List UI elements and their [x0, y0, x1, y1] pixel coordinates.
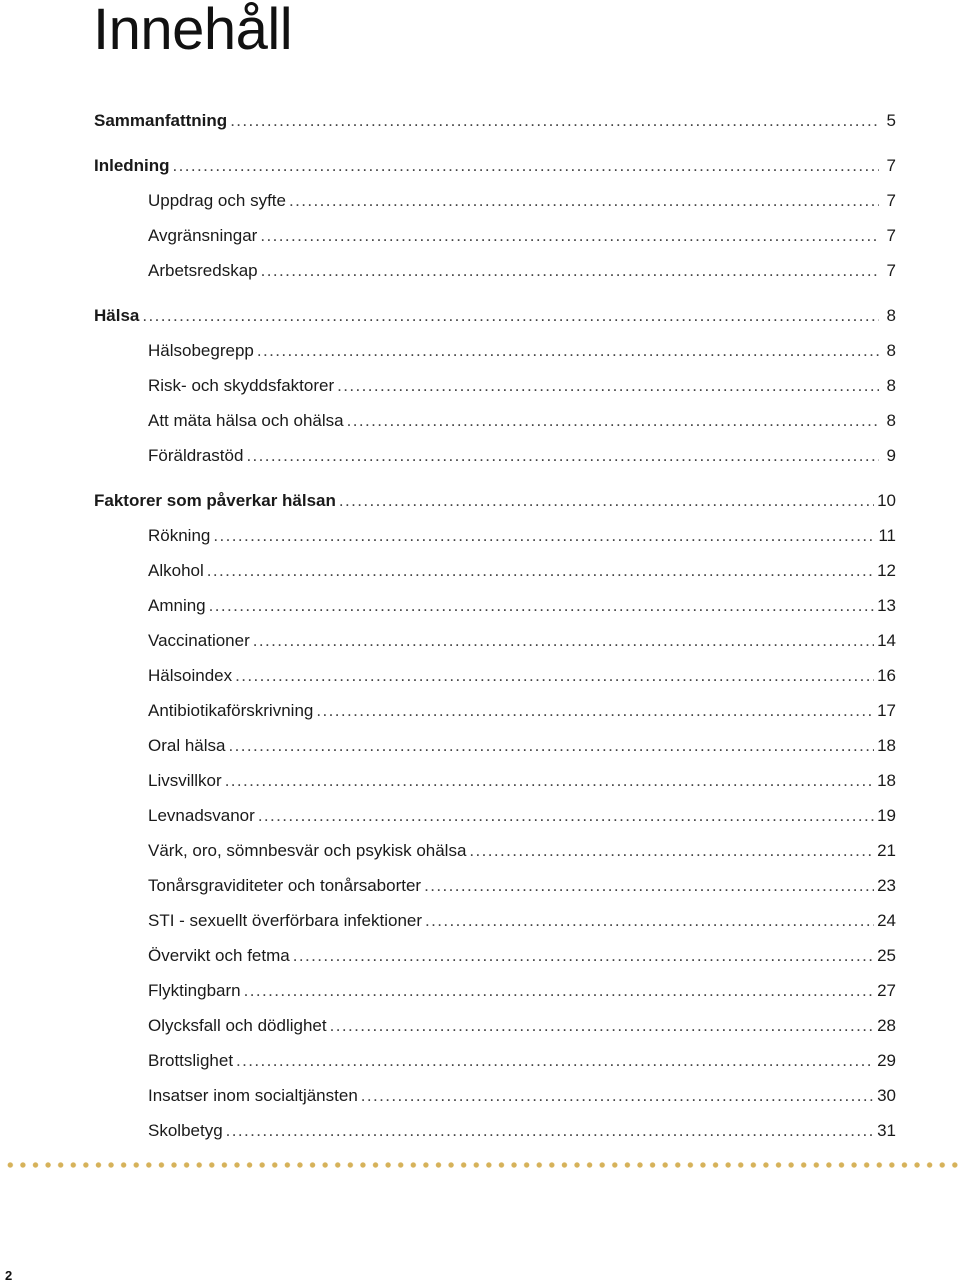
- toc-entry-label: Vaccinationer: [148, 631, 250, 650]
- toc-page-number: 8: [886, 411, 896, 430]
- dot-leader: [253, 628, 874, 654]
- dot-leader: [225, 768, 874, 794]
- toc-entry-label: Hälsobegrepp: [148, 341, 254, 360]
- toc-entry-flyktingbarn[interactable]: [148, 978, 896, 1004]
- dot-leader: [424, 873, 874, 899]
- toc-entry-label: Skolbetyg: [148, 1121, 223, 1140]
- toc-page-number: 30: [877, 1086, 896, 1105]
- toc-page-number: 10: [877, 491, 896, 510]
- toc-entry-skolbetyg[interactable]: [148, 1118, 896, 1144]
- dot-leader: [289, 188, 879, 214]
- toc-entry-label: Flyktingbarn: [148, 981, 241, 1000]
- toc-page-number: 27: [877, 981, 896, 1000]
- dot-leader: [339, 488, 874, 514]
- toc-page-number: 28: [877, 1016, 896, 1035]
- dot-leader: [330, 1013, 874, 1039]
- dot-leader: [209, 593, 874, 619]
- toc-entry-sammanfattning[interactable]: [94, 108, 896, 134]
- dot-leader: [261, 258, 879, 284]
- toc-entry-brottslighet[interactable]: [148, 1048, 896, 1074]
- toc-entry-rokning[interactable]: [148, 523, 896, 549]
- toc-entry-levnadsvanor[interactable]: [148, 803, 896, 829]
- dot-leader: [347, 408, 879, 434]
- toc-page-number: 12: [877, 561, 896, 580]
- toc-entry-halsobegrepp[interactable]: [148, 338, 896, 364]
- toc-entry-label: STI - sexuellt överförbara infektioner: [148, 911, 423, 930]
- toc-entry-label: Arbetsredskap: [148, 261, 258, 280]
- toc-page-number: 21: [877, 841, 896, 860]
- page-number: 2: [5, 1268, 13, 1283]
- toc-entry-halsa[interactable]: [94, 303, 896, 329]
- dot-leader: [469, 838, 874, 864]
- toc-page-number: 18: [877, 736, 896, 755]
- dot-leader: [425, 908, 874, 934]
- toc-entry-label: Amning: [148, 596, 206, 615]
- dot-leader: [337, 373, 879, 399]
- toc-page-number: 5: [886, 111, 896, 130]
- toc-entry-halsoindex[interactable]: [148, 663, 896, 689]
- toc-entry-label: Olycksfall och dödlighet: [148, 1016, 327, 1035]
- toc-entry-label: Levnadsvanor: [148, 806, 255, 825]
- dot-leader: [361, 1083, 874, 1109]
- toc-page-number: 16: [877, 666, 896, 685]
- toc-entry-risk-och-skyddsfaktorer[interactable]: [148, 373, 896, 399]
- toc-page-number: 31: [877, 1121, 896, 1140]
- toc-entry-tonarsgraviditeter[interactable]: [148, 873, 896, 899]
- toc-page-number: 24: [877, 911, 896, 930]
- toc-entry-faktorer-som-paverkar[interactable]: [94, 488, 896, 514]
- dot-leader: [142, 303, 879, 329]
- toc-entry-alkohol[interactable]: [148, 558, 896, 584]
- toc-entry-label: Brottslighet: [148, 1051, 234, 1070]
- toc-entry-label: Insatser inom socialtjänsten: [148, 1086, 358, 1105]
- toc-entry-label: Föräldrastöd: [148, 446, 244, 465]
- toc-entry-vaccinationer[interactable]: [148, 628, 896, 654]
- toc-entry-foraldrastod[interactable]: [148, 443, 896, 469]
- toc-entry-label: Rökning: [148, 526, 211, 545]
- toc-entry-label: Tonårsgraviditeter och tonårsaborter: [148, 876, 422, 895]
- toc-entry-uppdrag-och-syfte[interactable]: [148, 188, 896, 214]
- toc-page-number: 29: [877, 1051, 896, 1070]
- page-title: Innehåll: [93, 0, 293, 62]
- toc-page-number: 7: [886, 226, 896, 245]
- toc-entry-oral-halsa[interactable]: [148, 733, 896, 759]
- toc-page-number: 7: [886, 156, 896, 175]
- dot-leader: [207, 558, 874, 584]
- dot-leader: [257, 338, 879, 364]
- toc-entry-label: Hälsa: [94, 306, 140, 325]
- toc-page-number: 9: [886, 446, 896, 465]
- toc-page-number: 8: [886, 376, 896, 395]
- toc-entry-label: Oral hälsa: [148, 736, 226, 755]
- dot-leader: [173, 153, 879, 179]
- toc-page-number: 17: [877, 701, 896, 720]
- dot-leader: [246, 443, 879, 469]
- toc-entry-att-mata-halsa[interactable]: [148, 408, 896, 434]
- dot-leader: [213, 523, 875, 549]
- toc-entry-label: Uppdrag och syfte: [148, 191, 286, 210]
- toc-entry-inledning[interactable]: [94, 153, 896, 179]
- toc-entry-arbetsredskap[interactable]: [148, 258, 896, 284]
- toc-page-number: 7: [886, 191, 896, 210]
- toc-entry-label: Sammanfattning: [94, 111, 228, 130]
- toc-entry-livsvillkor[interactable]: [148, 768, 896, 794]
- toc-entry-olycksfall[interactable]: [148, 1013, 896, 1039]
- toc-entry-label: Att mäta hälsa och ohälsa: [148, 411, 344, 430]
- toc-page-number: 7: [886, 261, 896, 280]
- toc-entry-label: Hälsoindex: [148, 666, 233, 685]
- dot-leader: [258, 803, 874, 829]
- toc-entry-sti[interactable]: [148, 908, 896, 934]
- toc-entry-label: Inledning: [94, 156, 170, 175]
- toc-entry-avgransningar[interactable]: [148, 223, 896, 249]
- dot-leader: [226, 1118, 874, 1144]
- dotted-divider: [4, 1161, 958, 1169]
- dot-leader: [316, 698, 874, 724]
- toc-page-number: 23: [877, 876, 896, 895]
- toc-entry-vark-oro[interactable]: [148, 838, 896, 864]
- toc-entry-label: Avgränsningar: [148, 226, 258, 245]
- dot-leader: [293, 943, 874, 969]
- toc-page-number: 13: [877, 596, 896, 615]
- toc-entry-antibiotikaforskrivning[interactable]: [148, 698, 896, 724]
- toc-entry-label: Värk, oro, sömnbesvär och psykisk ohälsa: [148, 841, 467, 860]
- toc-entry-label: Alkohol: [148, 561, 204, 580]
- dot-leader: [244, 978, 874, 1004]
- toc-page-number: 8: [886, 341, 896, 360]
- dot-leader: [236, 1048, 874, 1074]
- toc-entry-insatser-socialtjansten[interactable]: [148, 1083, 896, 1109]
- dot-leader: [260, 223, 879, 249]
- toc-page-number: 25: [877, 946, 896, 965]
- toc-entry-label: Antibiotikaförskrivning: [148, 701, 314, 720]
- dot-leader: [235, 663, 874, 689]
- toc-entry-label: Livsvillkor: [148, 771, 222, 790]
- toc-entry-label: Risk- och skyddsfaktorer: [148, 376, 335, 395]
- dot-leader: [228, 733, 874, 759]
- toc-page-number: 8: [886, 306, 896, 325]
- toc-page-number: 11: [878, 526, 896, 545]
- dot-leader: [230, 108, 879, 134]
- toc-entry-overvikt-och-fetma[interactable]: [148, 943, 896, 969]
- toc-page-number: 14: [877, 631, 896, 650]
- toc-page-number: 19: [877, 806, 896, 825]
- toc-entry-label: Övervikt och fetma: [148, 946, 290, 965]
- toc-page-number: 18: [877, 771, 896, 790]
- toc-entry-label: Faktorer som påverkar hälsan: [94, 491, 336, 510]
- toc-entry-amning[interactable]: [148, 593, 896, 619]
